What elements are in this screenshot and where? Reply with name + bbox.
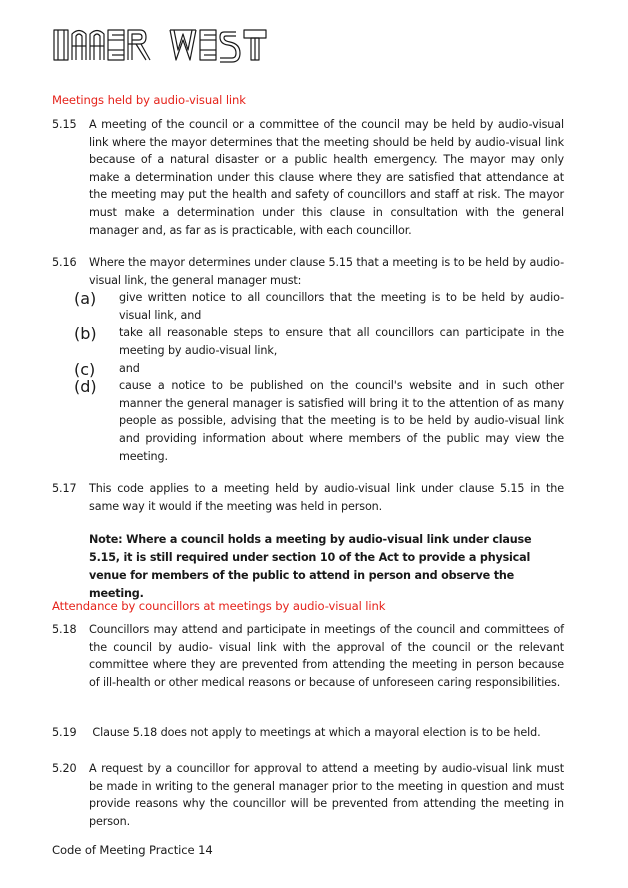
sub-clause-c — [74, 360, 564, 378]
section-heading-audio-visual-meetings: Meetings held by audio-visual link — [52, 93, 246, 107]
note-physical-venue: Note: Where a council holds a meeting by audio-visual link under clause 5.15, it is still required under section 10 of the Act to provide a physical venue for members of the public to attend in person and observe the meeting. — [89, 533, 532, 600]
sub-clause-text: and — [119, 361, 140, 375]
clause-text: A request by a councillor for approval to attend a meeting by audio-visual link must be made in writing to the general manager prior to the meeting in question and must provide reasons why the councillor will be prevented from attending the meeting in person. — [89, 762, 564, 828]
clause-number: 5.16 — [52, 256, 77, 269]
clause-text: A meeting of the council or a committee of the council may be held by audio-visual link where the mayor determines that the meeting should be held by audio-visual link because of a natural disaster or a public health emergency. The mayor may only make a determination under this clause where they are satisfied that attendance at the meeting may put the health and safety of councillors and staff at risk. The mayor must make a determination under this clause in consultation with the general manager and, as far as is practicable, with each councillor. — [89, 118, 564, 237]
clause-5-15 — [52, 116, 564, 239]
clause-text: This code applies to a meeting held by audio-visual link under clause 5.15 in the same way it would if the meeting was held in person. — [89, 482, 564, 513]
sub-clause-text: give written notice to all councillors that the meeting is to be held by audio-visual link, and — [119, 291, 564, 322]
sub-clause-list — [52, 289, 564, 465]
clause-text: Councillors may attend and participate in meetings of the council and committees of the council by audio- visual link with the approval of the council or the relevant committee where they are prevented from attending the meeting in person because of ill-health or other medical reasons or because of unforeseen caring responsibilities. — [89, 623, 564, 689]
section-heading-councillor-attendance: Attendance by councillors at meetings by audio-visual link — [52, 599, 386, 613]
sub-clause-label: (a) — [74, 289, 97, 309]
clause-number: 5.19 — [52, 726, 77, 739]
inner-west-logo — [52, 26, 288, 64]
sub-clause-b — [74, 324, 564, 359]
sub-clause-text: take all reasonable steps to ensure that all councillors can participate in the meeting by audio-visual link, — [119, 326, 564, 357]
sub-clause-d — [74, 377, 564, 465]
clause-5-20 — [52, 760, 564, 830]
sub-clause-label: (d) — [74, 377, 97, 397]
page-footer: Code of Meeting Practice 14 — [52, 843, 213, 857]
sub-clause-text: cause a notice to be published on the council's website and in such other manner the general manager is satisfied will bring it to the attention of as many people as possible, advising that the meeting is to be held by audio-visual link and providing information about where members of the public may view the meeting. — [119, 379, 564, 463]
clause-text: Clause 5.18 does not apply to meetings at which a mayoral election is to be held. — [89, 726, 541, 739]
inner-west-logo-icon — [52, 26, 288, 64]
clause-number: 5.20 — [52, 762, 77, 775]
clause-5-16 — [52, 254, 564, 465]
clause-text: Where the mayor determines under clause 5.15 that a meeting is to be held by audio-visual link, the general manager must: — [89, 256, 564, 287]
clause-number: 5.15 — [52, 118, 77, 131]
clause-5-17 — [52, 480, 564, 515]
clause-5-19 — [52, 724, 564, 742]
clause-5-18 — [52, 621, 564, 691]
clause-number: 5.17 — [52, 482, 77, 495]
sub-clause-label: (b) — [74, 324, 97, 344]
sub-clause-label: (c) — [74, 359, 96, 379]
clause-number: 5.18 — [52, 623, 77, 636]
sub-clause-a — [74, 289, 564, 324]
